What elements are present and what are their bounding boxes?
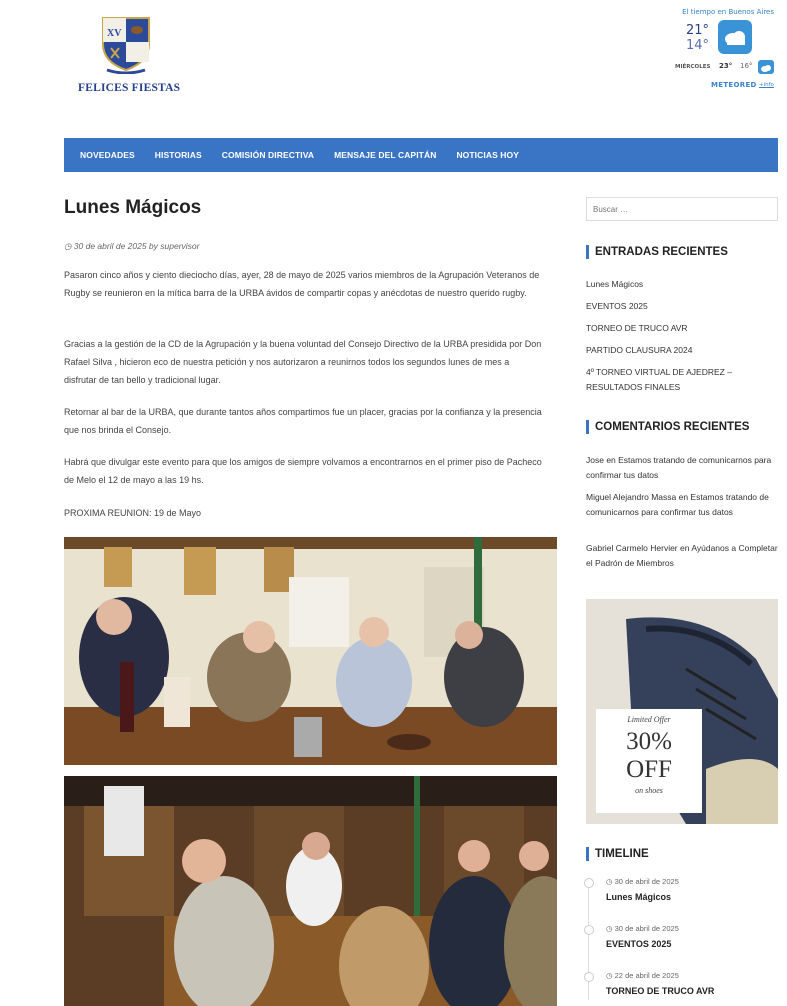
main-nav: [64, 138, 778, 172]
cloud-icon: [718, 20, 752, 54]
recent-comment[interactable]: Gabriel Carmelo Hervier en Ayúdanos a Completar el Padrón de Miembros: [586, 543, 778, 568]
recent-post-link[interactable]: Lunes Mágicos: [586, 279, 644, 289]
weather-day: MIÉRCOLES: [675, 64, 711, 70]
post-paragraph-5: PROXIMA REUNION: 19 de Mayo: [64, 508, 202, 518]
clock-icon: ◷: [64, 241, 74, 251]
post-meta: [64, 241, 199, 252]
recent-post-link[interactable]: TORNEO DE TRUCO AVR: [586, 323, 688, 333]
nav-item-noticias-hoy[interactable]: NOTICIAS HOY: [456, 150, 520, 160]
ad-sub: on shoes: [635, 786, 663, 795]
timeline-date: ◷ 30 de abril de 2025: [606, 924, 679, 933]
recent-comments-heading: COMENTARIOS RECIENTES: [586, 420, 749, 434]
timeline-dot: [584, 972, 594, 982]
shoe-ad-banner[interactable]: [586, 599, 778, 824]
recent-post-link[interactable]: 4º TORNEO VIRTUAL DE AJEDREZ – RESULTADOS FINALES: [586, 367, 732, 392]
nav-item-mensaje-del-capitan[interactable]: MENSAJE DEL CAPITÁN: [334, 150, 437, 160]
weather-info-link[interactable]: +info: [759, 82, 774, 88]
ad-off: OFF: [626, 756, 672, 783]
post-photo-1: [64, 537, 557, 765]
recent-comment[interactable]: Jose en Estamos tratando de comunicarnos para confirmar tus datos: [586, 455, 772, 480]
timeline-date: ◷ 30 de abril de 2025: [606, 877, 679, 886]
weather-temp-high: 21°: [686, 23, 710, 38]
search-input[interactable]: [586, 197, 778, 221]
timeline-line: [588, 880, 589, 1000]
club-logo[interactable]: [97, 10, 155, 74]
post-photo-2: [64, 776, 557, 1006]
weather-temp-low: 14°: [686, 38, 710, 53]
timeline-dot: [584, 878, 594, 888]
nav-item-novedades[interactable]: NOVEDADES: [80, 150, 135, 160]
timeline-dot: [584, 925, 594, 935]
post-paragraph-2: Gracias a la gestión de la CD de la Agrupación y la buena voluntad del Consejo Directivo de la URBA presidida por Don Rafael Silva , hicieron eco de nuestra petición y nos autorizaron a reunirnos todos los segundos lunes de mes a disfrutar de tan bello y tradicional lugar.: [64, 339, 542, 385]
post-paragraph-1: Pasaron cinco años y ciento dieciocho días, ayer, 28 de mayo de 2025 varios miembros de la Agrupación Veteranos de Rugby se reunieron en la mítica barra de la URBA ávidos de compartir copas y anécdotas de nuestro querido rugby.: [64, 270, 540, 298]
recent-posts-heading: ENTRADAS RECIENTES: [586, 245, 728, 259]
recent-post-link[interactable]: EVENTOS 2025: [586, 301, 648, 311]
weather-brand[interactable]: METEORED: [711, 81, 757, 89]
nav-item-comision-directiva[interactable]: COMISIÓN DIRECTIVA: [221, 150, 315, 160]
timeline-heading: TIMELINE: [586, 847, 649, 861]
timeline-title[interactable]: TORNEO DE TRUCO AVR: [606, 986, 715, 996]
club-name: FELICES FIESTAS: [78, 82, 181, 94]
recent-post-link[interactable]: PARTIDO CLAUSURA 2024: [586, 345, 693, 355]
timeline-title[interactable]: Lunes Mágicos: [606, 892, 672, 902]
weather-city[interactable]: El tiempo en Buenos Aires: [682, 8, 774, 16]
timeline-date: ◷ 22 de abril de 2025: [606, 971, 679, 980]
weather-day-high: 23°: [719, 62, 733, 70]
svg-text:XV: XV: [107, 28, 122, 39]
post-paragraph-3: Retornar al bar de la URBA, que durante tantos años compartimos fue un placer, gracias por la confianza y la presencia que nos brinda el Consejo.: [64, 407, 542, 435]
post-paragraph-4: Habrá que divulgar este evento para que los amigos de siempre volvamos a encontrarnos en el primer piso de Pacheco de Melo el 12 de mayo a las 19 hs.: [64, 457, 542, 485]
recent-comment[interactable]: Miguel Alejandro Massa en Estamos tratando de comunicarnos para confirmar tus datos: [586, 492, 769, 517]
timeline-title[interactable]: EVENTOS 2025: [606, 939, 672, 949]
weather-day-low: 16°: [740, 62, 753, 70]
post-meta-text[interactable]: 30 de abril de 2025 by supervisor: [73, 241, 200, 251]
ad-percent: 30%: [626, 728, 672, 755]
post-title: Lunes Mágicos: [64, 197, 202, 218]
small-cloud-icon: [758, 60, 774, 74]
weather-widget[interactable]: [670, 8, 778, 92]
ad-tag: Limited Offer: [627, 715, 671, 724]
nav-item-historias[interactable]: HISTORIAS: [154, 150, 202, 160]
